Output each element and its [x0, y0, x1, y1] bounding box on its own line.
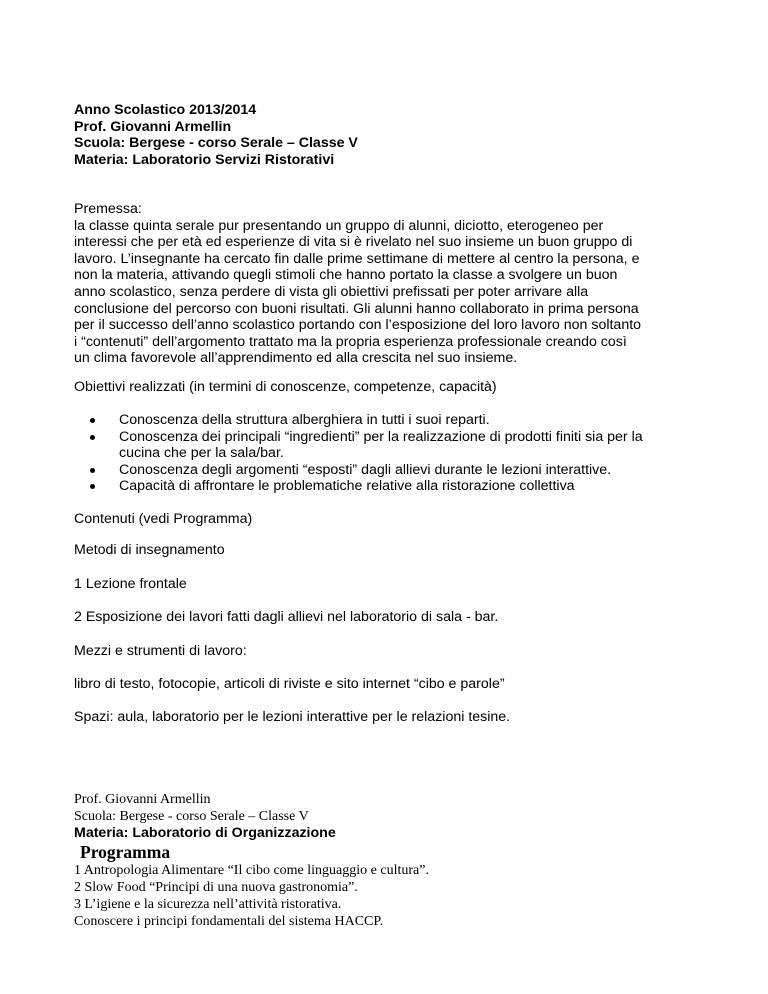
list-item-text: Conoscenza degli argomenti “esposti” dagli allievi durante le lezioni interattive.: [119, 461, 612, 478]
list-item-text: Conoscenza della struttura alberghiera in tutti i suoi reparti.: [119, 412, 490, 428]
metodo-item: 1 Lezione frontale: [74, 576, 187, 592]
mezzi-title: Mezzi e strumenti di lavoro:: [74, 643, 247, 659]
premessa-line: i “contenuti” dell’argomento trattato ma la propria esperienza professionale creando così: [74, 333, 627, 350]
programma-item: Conoscere i principi fondamentali del sistema HACCP.: [74, 914, 384, 929]
contenuti-line: Contenuti (vedi Programma): [74, 511, 253, 527]
programma-item: 2 Slow Food “Principi di una nuova gastronomia”.: [74, 880, 358, 895]
list-item-text: Conoscenza dei principali “ingredienti” per la realizzazione di prodotti finiti sia per la: [119, 428, 643, 445]
premessa-line: lavoro. L’insegnante ha cercato fin dalle prime settimane di mettere al centro la persona, e: [74, 250, 640, 267]
list-item: [74, 462, 714, 479]
spazi-line: Spazi: aula, laboratorio per le lezioni interattive per le relazioni tesine.: [74, 709, 511, 725]
premessa-title: Premessa:: [74, 201, 142, 217]
list-item: [74, 412, 714, 429]
footer-school-name: Scuola: Bergese - corso Serale – Classe V: [74, 809, 309, 824]
document-header: [74, 102, 358, 168]
premessa-line: interessi che per età ed esperienze di vita si è rivelato nel suo insieme un buon gruppo di: [74, 234, 633, 251]
school-year: Anno Scolastico 2013/2014: [74, 102, 257, 118]
bullet-icon: [90, 435, 95, 440]
teacher-name: Prof. Giovanni Armellin: [74, 118, 232, 135]
programma-item: 1 Antropologia Alimentare “Il cibo come linguaggio e cultura”.: [74, 863, 429, 878]
metodo-item: 2 Esposizione dei lavori fatti dagli allievi nel laboratorio di sala - bar.: [74, 609, 499, 625]
premessa-line: per il successo dell’anno scolastico portando con l’esposizione del loro lavoro non soltanto: [74, 317, 642, 334]
programma-item: 3 L’igiene e la sicurezza nell’attività ristorativa.: [74, 897, 342, 912]
bullet-icon: [90, 468, 95, 473]
mezzi-list: libro di testo, fotocopie, articoli di riviste e sito internet “cibo e parole”: [74, 676, 505, 692]
bullet-icon: [90, 418, 95, 423]
obiettivi-list: [74, 412, 714, 495]
footer-teacher-name: Prof. Giovanni Armellin: [74, 792, 211, 807]
premessa-line: la classe quinta serale pur presentando un gruppo di alunni, diciotto, eterogeneo per: [74, 217, 604, 234]
premessa-line: non la materia, attivando quegli stimoli che hanno portato la classe a svolgere un buon: [74, 267, 618, 284]
premessa-line: un clima favorevole all’apprendimento ed alla crescita nel suo insieme.: [74, 350, 518, 367]
bullet-icon: [90, 484, 95, 489]
metodi-title: Metodi di insegnamento: [74, 542, 225, 558]
footer-subject-name: Materia: Laboratorio di Organizzazione: [74, 825, 336, 841]
premessa-section: [74, 201, 714, 367]
premessa-line: conclusione del percorso con buoni risultati. Gli alunni hanno collaborato in prima persona: [74, 300, 639, 317]
list-item-text-continued: cucina che per la sala/bar.: [119, 445, 284, 462]
list-item-text: Capacità di affrontare le problematiche relative alla ristorazione collettiva: [119, 478, 575, 495]
programma-title: Programma: [80, 842, 171, 862]
premessa-line: anno scolastico, senza perdere di vista gli obiettivi prefissati per poter arrivare alla: [74, 283, 589, 300]
subject-name: Materia: Laboratorio Servizi Ristorativi: [74, 151, 335, 168]
list-item: [74, 478, 714, 495]
school-name: Scuola: Bergese - corso Serale – Classe V: [74, 135, 358, 151]
list-item: [74, 429, 714, 462]
programma-section: [74, 791, 429, 930]
obiettivi-title: Obiettivi realizzati (in termini di conoscenze, competenze, capacità): [74, 379, 497, 395]
